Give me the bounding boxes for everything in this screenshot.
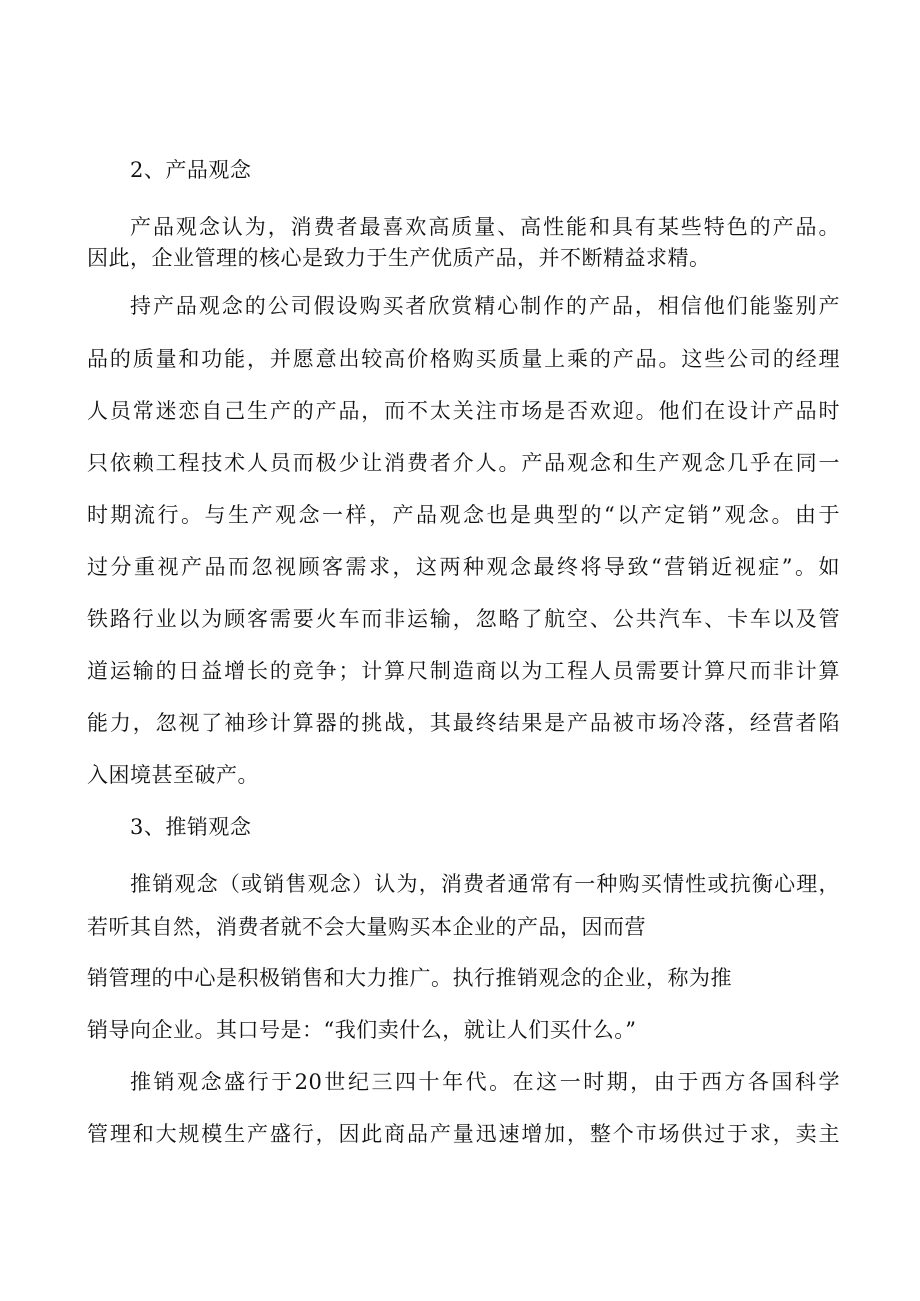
paragraph-line: 持产品观念的公司假设购买者欣赏精心制作的产品，相信他们能鉴别产 [130, 294, 840, 318]
paragraph-line: 因此，企业管理的核心是致力于生产优质产品，并不断精益求精。 [87, 246, 711, 270]
paragraph-line: 管理和大规模生产盛行，因此商品产量迅速增加，整个市场供过于求，卖主 [87, 1122, 840, 1146]
paragraph-line: 时期流行。与生产观念一样，产品观念也是典型的“以产定销”观念。由于 [87, 503, 840, 527]
paragraph-line: 销导向企业。其口号是：“我们卖什么，就让人们买什么。” [87, 1018, 637, 1042]
paragraph-line: 推销观念（或销售观念）认为，消费者通常有一种购买情性或抗衡心理， [130, 872, 840, 896]
section-heading: 2、产品观念 [130, 158, 252, 182]
paragraph-line: 销管理的中心是积极销售和大力推广。执行推销观念的企业，称为推 [87, 966, 732, 990]
paragraph-line: 过分重视产品而忽视顾客需求，这两种观念最终将导致“营销近视症”。如 [87, 555, 840, 579]
paragraph-line: 入困境甚至破产。 [87, 763, 259, 787]
paragraph-line: 品的质量和功能，并愿意出较高价格购买质量上乘的产品。这些公司的经理 [87, 347, 840, 371]
paragraph-line: 人员常迷恋自己生产的产品，而不太关注市场是否欢迎。他们在设计产品时 [87, 399, 840, 423]
paragraph-line: 推销观念盛行于20世纪三四十年代。在这一时期，由于西方各国科学 [130, 1070, 840, 1094]
paragraph-line: 若听其自然，消费者就不会大量购买本企业的产品，因而营 [87, 915, 646, 939]
paragraph-line: 铁路行业以为顾客需要火车而非运输，忽略了航空、公共汽车、卡车以及管 [87, 607, 840, 631]
section-heading: 3、推销观念 [130, 815, 252, 839]
paragraph-line: 只依赖工程技术人员而极少让消费者介人。产品观念和生产观念几乎在同一 [87, 451, 840, 475]
paragraph-line: 产品观念认为，消费者最喜欢高质量、高性能和具有某些特色的产品。 [130, 215, 840, 239]
paragraph-line: 道运输的日益增长的竞争；计算尺制造商以为工程人员需要计算尺而非计算 [87, 659, 840, 683]
paragraph-line: 能力，忽视了袖珍计算器的挑战，其最终结果是产品被市场冷落，经营者陷 [87, 711, 840, 735]
